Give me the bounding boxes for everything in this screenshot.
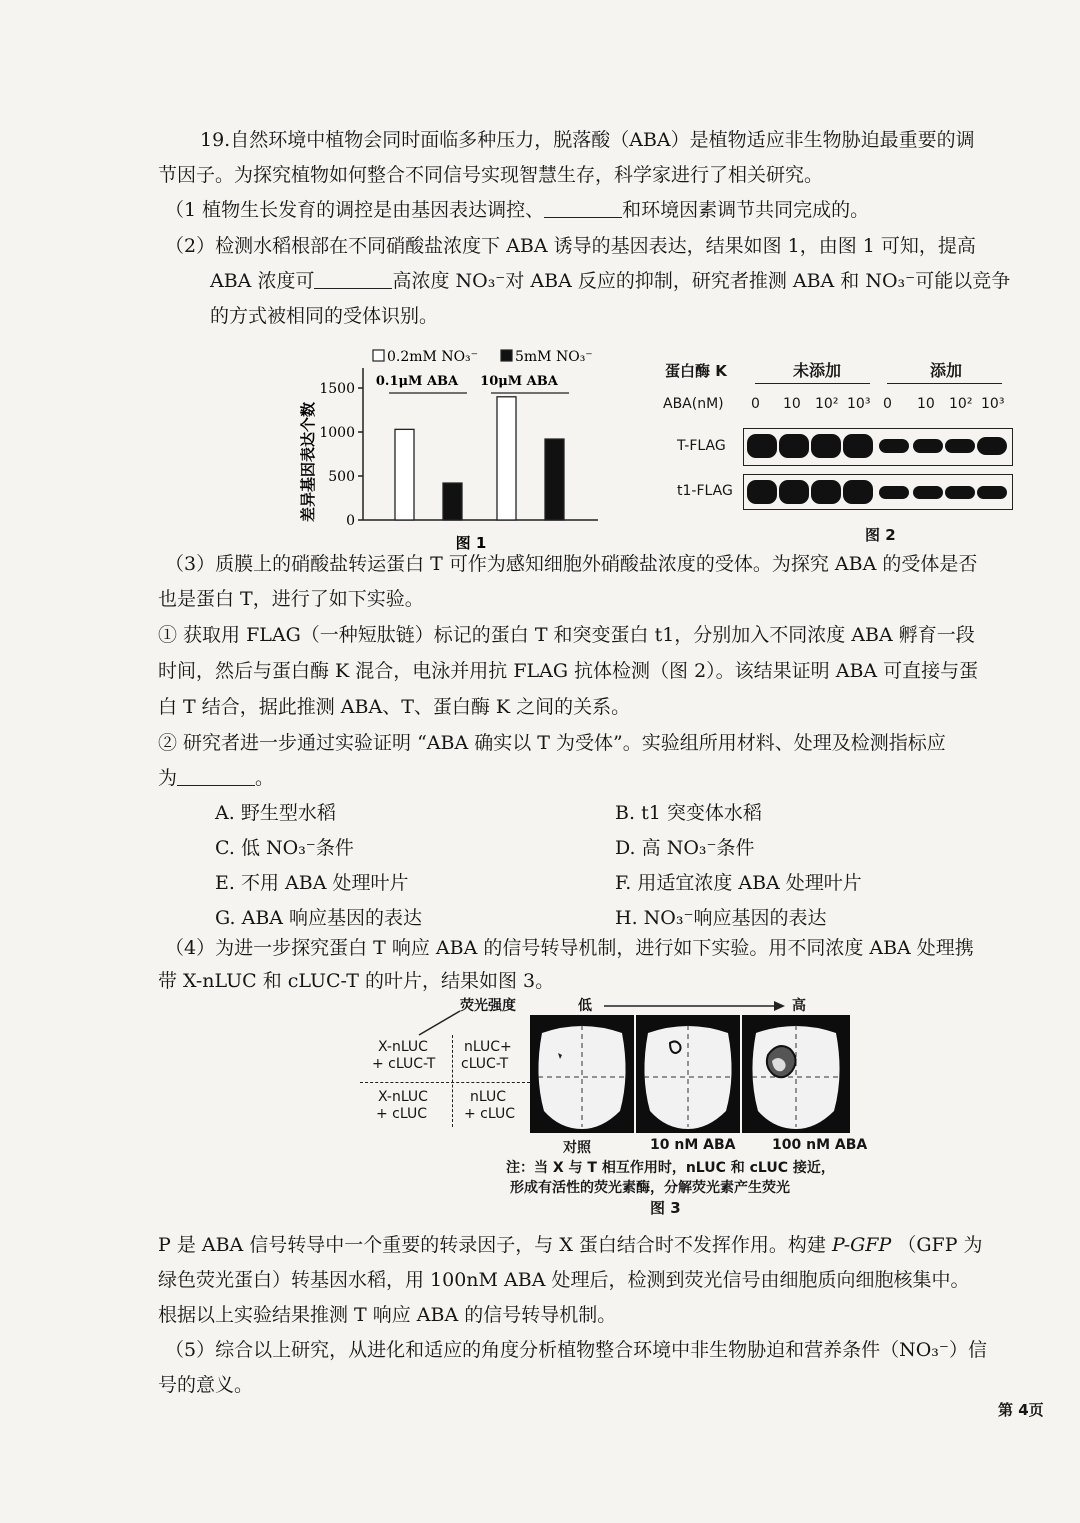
fig3-q1-b: + cLUC-T [372, 1056, 436, 1072]
part-2-line-1: （2）检测水稻根部在不同硝酸盐浓度下 ABA 诱导的基因表达，结果如图 1，由图 1 可知，提高 [165, 235, 976, 257]
fig1-ytick-label-2: 1000 [319, 425, 355, 441]
option-f-text: 用适宜浓度 ABA 处理叶片 [637, 872, 862, 894]
part-3-line-1: （3）质膜上的硝酸盐转运蛋白 T 可作为感知细胞外硝酸盐浓度的受体。为探究 ABA 的受体是否 [165, 553, 978, 575]
option-h[interactable] [615, 905, 827, 931]
fig1-legend-swatch-1 [501, 350, 512, 361]
fig2-group-without-bar [755, 383, 870, 384]
fig2-aba-level-3: 10³ [847, 396, 871, 412]
fig2-band-r0-6 [945, 439, 975, 453]
option-a-text: 野生型水稻 [240, 802, 336, 824]
fig2-band-r0-7 [977, 437, 1007, 455]
page-number: 第 4页 [998, 1401, 1044, 1419]
fig1-group-label-1: 10μM ABA [480, 374, 558, 389]
option-g-label: G. [215, 907, 236, 929]
fig2-group-with-bar [887, 383, 1002, 384]
after-fig3-line-1 [158, 1232, 983, 1258]
after-fig3-pgfp: P-GFP [831, 1234, 892, 1256]
fig3-intensity-label: 荧光强度 [460, 998, 516, 1014]
fig3-leaf-control [530, 1015, 634, 1133]
option-a-label: A. [215, 802, 235, 824]
part-3-text-a: 为 [158, 767, 178, 789]
option-b[interactable] [615, 800, 762, 826]
fig3-leaf-label-100nm: 100 nM ABA [772, 1137, 868, 1153]
fig3-panel-100nm [742, 1015, 850, 1133]
intro-line-1: 19.自然环境中植物会同时面临多种压力，脱落酸（ABA）是植物适应非生物胁迫最重要的调 [200, 129, 975, 151]
fig2-band-r0-4 [879, 439, 909, 453]
fig3-low-label: 低 [578, 998, 592, 1014]
fig2-group-without: 未添加 [793, 361, 842, 380]
option-d-label: D. [615, 837, 636, 859]
fig3-q1-a: X-nLUC [378, 1039, 428, 1055]
part-1-text-a: （1 植物生长发育的调控是由基因表达调控、 [165, 199, 545, 221]
fig1-legend-label-0: 0.2mM NO₃⁻ [387, 349, 479, 365]
fig3-panel-control [530, 1015, 634, 1133]
fig3-q2-a: nLUC+ [464, 1039, 512, 1055]
fig2-band-r1-2 [811, 480, 841, 504]
fig3-high-label: 高 [792, 998, 806, 1014]
fig2-band-r0-0 [747, 434, 777, 458]
fig1-bar-g0-s0 [395, 429, 414, 520]
option-e[interactable] [215, 870, 408, 896]
intro-line-2: 节因子。为探究植物如何整合不同信号实现智慧生存，科学家进行了相关研究。 [158, 164, 824, 186]
option-h-text: NO₃⁻响应基因的表达 [643, 907, 827, 929]
fig3-q4-b: + cLUC [464, 1106, 516, 1122]
fig2-band-r1-5 [913, 486, 943, 499]
fig3-q3-a: X-nLUC [378, 1089, 428, 1105]
fig2-band-r1-0 [747, 480, 777, 504]
part-3-answer-blank[interactable] [177, 767, 255, 786]
part-3-item-2-line-1: ② 研究者进一步通过实验证明 “ABA 确实以 T 为受体”。实验组所用材料、处理及检测指标应 [158, 732, 946, 754]
fig2-band-r1-3 [843, 480, 873, 504]
fig3-note-line-1: 注：当 X 与 T 相互作用时，nLUC 和 cLUC 接近， [506, 1160, 835, 1176]
fig3-legend-hdivider [360, 1082, 530, 1083]
fig2-caption: 图 2 [865, 526, 896, 544]
after-fig3-text-a: P 是 ABA 信号转导中一个重要的转录因子，与 X 蛋白结合时不发挥作用。构建 [158, 1234, 826, 1256]
option-b-text: t1 突变体水稻 [641, 802, 762, 824]
fig2-band-r1-1 [779, 480, 809, 504]
option-f-label: F. [615, 872, 632, 894]
figure-3 [360, 995, 880, 1215]
part-1 [165, 197, 869, 223]
fig2-aba-level-6: 10² [949, 396, 973, 412]
after-fig3-text-b: （GFP 为 [897, 1234, 983, 1256]
option-d-text: 高 NO₃⁻条件 [641, 837, 755, 859]
part-1-text-b: 和环境因素调节共同完成的。 [622, 199, 870, 221]
fig1-bar-g0-s1 [443, 483, 462, 520]
fig1-ytick-label-3: 1500 [319, 381, 355, 397]
fig3-leaf-100nm [742, 1015, 850, 1133]
fig3-legend-vdivider [452, 1035, 453, 1127]
fig2-band-r0-2 [811, 434, 841, 458]
part-3-item-1-line-3: 白 T 结合，据此推测 ABA、T、蛋白酶 K 之间的关系。 [158, 696, 631, 718]
figure-2 [655, 350, 1035, 550]
part-1-answer-blank[interactable] [544, 199, 622, 218]
fig2-band-r0-1 [779, 434, 809, 458]
fig1-ylabel: 差异基因表达个数 [299, 401, 317, 523]
part-5-line-1: （5）综合以上研究，从进化和适应的角度分析植物整合环境中非生物胁迫和营养条件（NO₃⁻）信 [165, 1339, 987, 1361]
fig2-group-with: 添加 [930, 361, 963, 380]
option-c-text: 低 NO₃⁻条件 [240, 837, 354, 859]
fig3-leaf-label-control: 对照 [563, 1140, 591, 1156]
part-3-item-2-line-2 [158, 765, 274, 791]
fig2-aba-level-1: 10 [783, 396, 801, 412]
figure-1-chart [285, 345, 615, 555]
option-e-text: 不用 ABA 处理叶片 [240, 872, 409, 894]
after-fig3-line-3: 根据以上实验结果推测 T 响应 ABA 的信号转导机制。 [158, 1304, 617, 1326]
option-g-text: ABA 响应基因的表达 [241, 907, 423, 929]
fig2-row-label-t1: t1-FLAG [677, 483, 733, 499]
after-fig3-line-2: 绿色荧光蛋白）转基因水稻，用 100nM ABA 处理后，检测到荧光信号由细胞质向细胞核集中。 [158, 1269, 970, 1291]
fig1-bar-g1-s1 [545, 439, 564, 520]
option-f[interactable] [615, 870, 862, 896]
fig1-ytick-label-0: 0 [346, 513, 355, 529]
fig3-pointer-line [415, 1009, 465, 1039]
fig2-protease-label: 蛋白酶 K [665, 362, 727, 380]
fig3-note-line-2: 形成有活性的荧光素酶，分解荧光素产生荧光 [510, 1180, 790, 1196]
fig3-caption: 图 3 [650, 1199, 681, 1217]
fig2-aba-level-4: 0 [883, 396, 892, 412]
fig2-row-label-t: T-FLAG [677, 438, 726, 454]
fig1-legend-swatch-0 [373, 350, 384, 361]
part-5-line-2: 号的意义。 [158, 1374, 254, 1396]
fig3-q2-b: cLUC-T [461, 1056, 509, 1072]
option-e-label: E. [215, 872, 235, 894]
fig2-aba-level-5: 10 [917, 396, 935, 412]
part-3-item-1-line-2: 时间，然后与蛋白酶 K 混合，电泳并用抗 FLAG 抗体检测（图 2）。该结果证明 ABA 可直接与蛋 [158, 660, 979, 682]
fig2-band-r1-6 [945, 486, 975, 499]
option-c[interactable] [215, 835, 354, 861]
fig3-q3-b: + cLUC [376, 1106, 428, 1122]
fig1-legend-label-1: 5mM NO₃⁻ [515, 349, 593, 365]
part-2-answer-blank[interactable] [314, 270, 392, 289]
fig3-leaf-10nm [636, 1015, 740, 1133]
fig2-band-r0-5 [913, 439, 943, 453]
part-4-line-1: （4）为进一步探究蛋白 T 响应 ABA 的信号转导机制，进行如下实验。用不同浓度 ABA 处理携 [165, 937, 974, 959]
fig3-panel-10nm [636, 1015, 740, 1133]
fig2-band-r1-4 [879, 486, 909, 499]
option-a[interactable] [215, 800, 336, 826]
part-3-line-2: 也是蛋白 T，进行了如下实验。 [158, 588, 424, 610]
fig1-group-label-0: 0.1μM ABA [375, 374, 459, 389]
fig3-leaf-label-10nm: 10 nM ABA [650, 1137, 736, 1153]
fig2-aba-level-2: 10² [815, 396, 839, 412]
fig3-q4-a: nLUC [470, 1089, 506, 1105]
fig2-aba-label: ABA(nM) [663, 396, 724, 412]
option-h-label: H. [615, 907, 638, 929]
part-2-line-3: 的方式被相同的受体识别。 [210, 305, 439, 327]
fig1-bar-g1-s0 [497, 397, 516, 520]
part-3-text-b: 。 [255, 767, 275, 789]
fig2-aba-level-0: 0 [751, 396, 760, 412]
part-2-text-a: ABA 浓度可 [210, 270, 315, 292]
fig2-band-r0-3 [843, 434, 873, 458]
fig1-ytick-label-1: 500 [328, 469, 355, 485]
option-c-label: C. [215, 837, 235, 859]
part-2-line-2 [210, 268, 1010, 294]
fig2-band-r1-7 [977, 486, 1007, 499]
part-3-item-1-line-1: ① 获取用 FLAG（一种短肽链）标记的蛋白 T 和突变蛋白 t1，分别加入不同浓度 ABA 孵育一段 [158, 624, 975, 646]
part-2-text-b: 高浓度 NO₃⁻对 ABA 反应的抑制，研究者推测 ABA 和 NO₃⁻可能以竞争 [392, 270, 1011, 292]
fig2-aba-level-7: 10³ [981, 396, 1005, 412]
part-4-line-2: 带 X-nLUC 和 cLUC-T 的叶片，结果如图 3。 [158, 970, 555, 992]
option-b-label: B. [615, 802, 636, 824]
option-g[interactable] [215, 905, 422, 931]
option-d[interactable] [615, 835, 755, 861]
fig1-caption: 图 1 [455, 534, 487, 552]
fig3-arrow [602, 999, 787, 1013]
